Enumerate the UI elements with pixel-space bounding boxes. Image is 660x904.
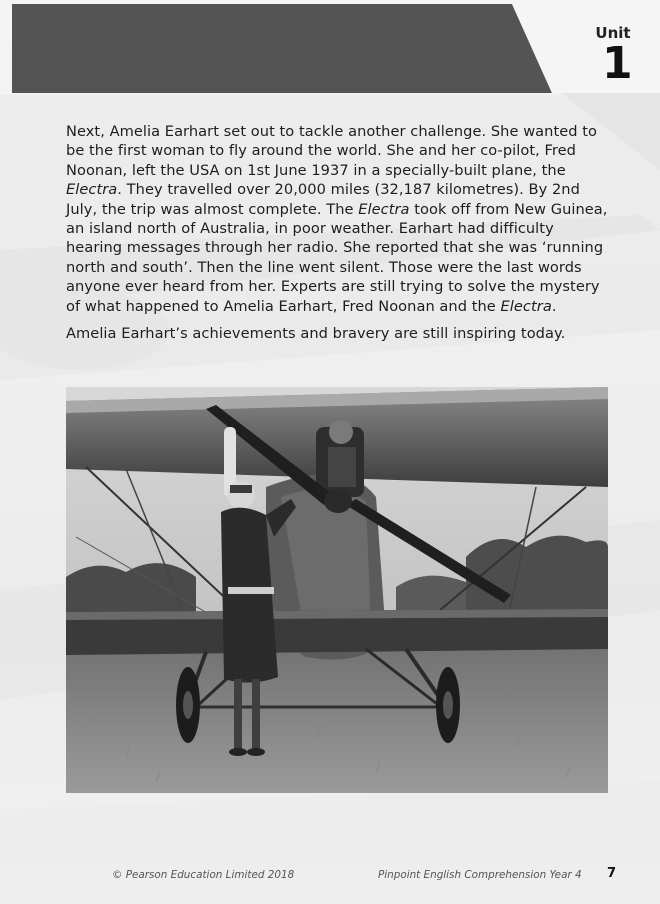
header-dark-band bbox=[12, 4, 552, 93]
footer-series-title: Pinpoint English Comprehension Year 4 bbox=[378, 869, 582, 881]
footer-copyright: © Pearson Education Limited 2018 bbox=[112, 869, 295, 881]
page-number: 7 bbox=[607, 866, 617, 881]
passage bbox=[66, 122, 614, 351]
photo-earhart-biplane bbox=[66, 387, 608, 793]
plane-name: Electra bbox=[358, 200, 410, 218]
plane-name: Electra bbox=[500, 297, 552, 315]
header-banner bbox=[12, 4, 660, 93]
passage-paragraph-2: Amelia Earhart’s achievements and bravery are still inspiring today. bbox=[66, 325, 566, 343]
plane-name: Electra bbox=[66, 181, 118, 199]
passage-paragraph-1: Next, Amelia Earhart set out to tackle another challenge. She wanted to be the first woman to fly around the world. She and her co-pilot, Fred Noonan, left the USA on 1st June 1937 in a specially-built plane, the Electra. They travelled over 20,000 miles (32,187 kilometres). By 2nd July, the trip was almost complete. The Electra took off from New Guinea, an island north of Australia, in poor weather. Earhart had difficulty hearing messages through her radio. She reported that she was ‘running north and south’. Then the line went silent. Those were the last words anyone ever heard from her. Experts are still trying to solve the mystery of what happened to Amelia Earhart, Fred Noonan and the Electra. bbox=[66, 123, 608, 315]
unit-label: Unit bbox=[595, 24, 631, 42]
unit-number: 1 bbox=[602, 38, 633, 89]
